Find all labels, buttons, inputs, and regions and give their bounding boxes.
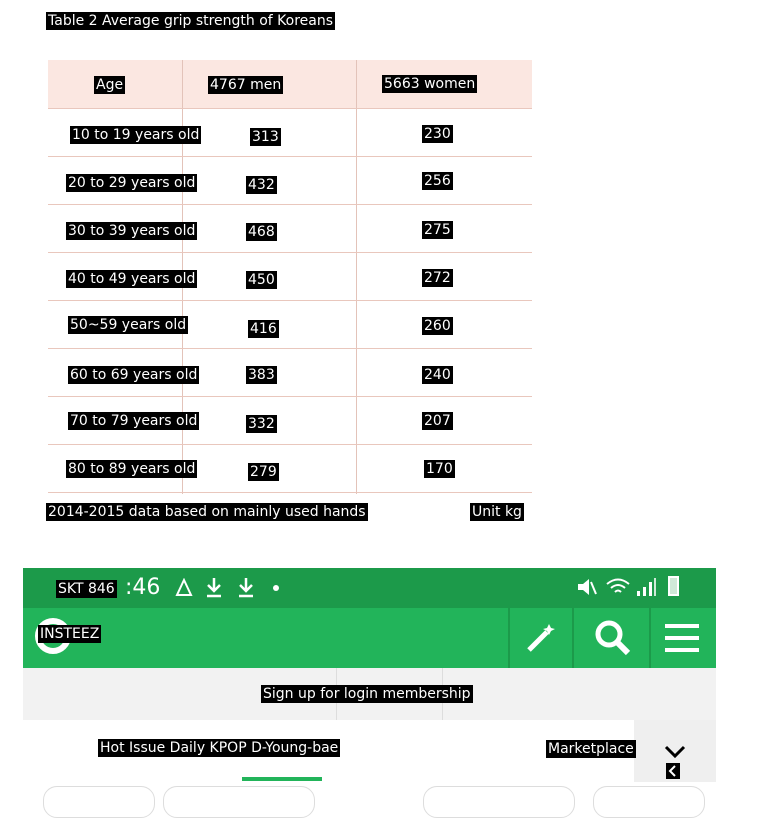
table-unit: Unit kg xyxy=(472,504,522,520)
row-divider xyxy=(48,204,532,205)
header-age: Age xyxy=(96,77,124,93)
status-carrier: SKT 846 xyxy=(58,581,115,597)
dot-icon xyxy=(273,585,279,591)
row-divider xyxy=(48,348,532,349)
row-age: 80 to 89 years old xyxy=(68,461,196,477)
row-age: 20 to 29 years old xyxy=(68,175,196,191)
notification-icon xyxy=(175,578,193,598)
download-icon xyxy=(237,576,255,598)
row-age: 40 to 49 years old xyxy=(68,271,196,287)
row-men: 313 xyxy=(252,129,279,145)
row-age: 30 to 39 years old xyxy=(68,223,196,239)
row-women: 256 xyxy=(424,173,451,189)
row-men: 416 xyxy=(250,321,277,337)
row-men: 279 xyxy=(250,464,277,480)
row-men: 432 xyxy=(248,177,275,193)
row-women: 260 xyxy=(424,318,451,334)
row-men: 332 xyxy=(248,416,275,432)
row-divider xyxy=(48,252,532,253)
row-women: 272 xyxy=(424,270,451,286)
row-men: 468 xyxy=(248,224,275,240)
row-women: 207 xyxy=(424,413,451,429)
status-time: :46 xyxy=(125,575,161,600)
signup-login-link[interactable]: Sign up for login membership xyxy=(263,686,471,702)
row-men: 450 xyxy=(248,272,275,288)
status-bar xyxy=(23,568,716,608)
row-divider xyxy=(48,300,532,301)
header-men: 4767 men xyxy=(210,77,282,93)
bottom-chip-row xyxy=(23,782,716,800)
row-divider xyxy=(48,444,532,445)
signal-icon xyxy=(635,576,657,598)
row-women: 240 xyxy=(424,367,451,383)
download-icon xyxy=(205,576,223,598)
row-age: 70 to 79 years old xyxy=(70,413,198,429)
tab-list[interactable]: Hot Issue Daily KPOP D-Young-bae xyxy=(100,740,339,756)
wand-icon[interactable] xyxy=(523,620,559,656)
row-men: 383 xyxy=(248,367,275,383)
row-women: 170 xyxy=(426,461,453,477)
table-title: Table 2 Average grip strength of Koreans xyxy=(48,13,334,29)
row-divider xyxy=(48,492,532,493)
mute-icon xyxy=(575,576,597,598)
row-women: 275 xyxy=(424,222,451,238)
row-divider xyxy=(48,108,532,109)
chevron-down-icon[interactable] xyxy=(664,744,686,760)
app-header xyxy=(23,608,716,668)
app-name[interactable]: INSTEEZ xyxy=(40,626,100,642)
battery-icon xyxy=(668,576,679,596)
column-divider xyxy=(356,60,357,494)
row-age: 10 to 19 years old xyxy=(72,127,200,143)
wifi-icon xyxy=(605,576,631,598)
row-women: 230 xyxy=(424,126,451,142)
tab-marketplace[interactable]: Marketplace xyxy=(548,741,634,757)
header-women: 5663 women xyxy=(384,76,476,92)
row-age: 60 to 69 years old xyxy=(70,367,198,383)
search-icon[interactable] xyxy=(593,618,633,658)
row-divider xyxy=(48,156,532,157)
active-tab-indicator xyxy=(242,777,322,781)
table-footnote: 2014-2015 data based on mainly used hands xyxy=(48,504,366,520)
row-age: 50~59 years old xyxy=(70,317,187,333)
row-divider xyxy=(48,396,532,397)
menu-icon[interactable] xyxy=(665,622,699,654)
back-icon[interactable] xyxy=(666,763,680,779)
